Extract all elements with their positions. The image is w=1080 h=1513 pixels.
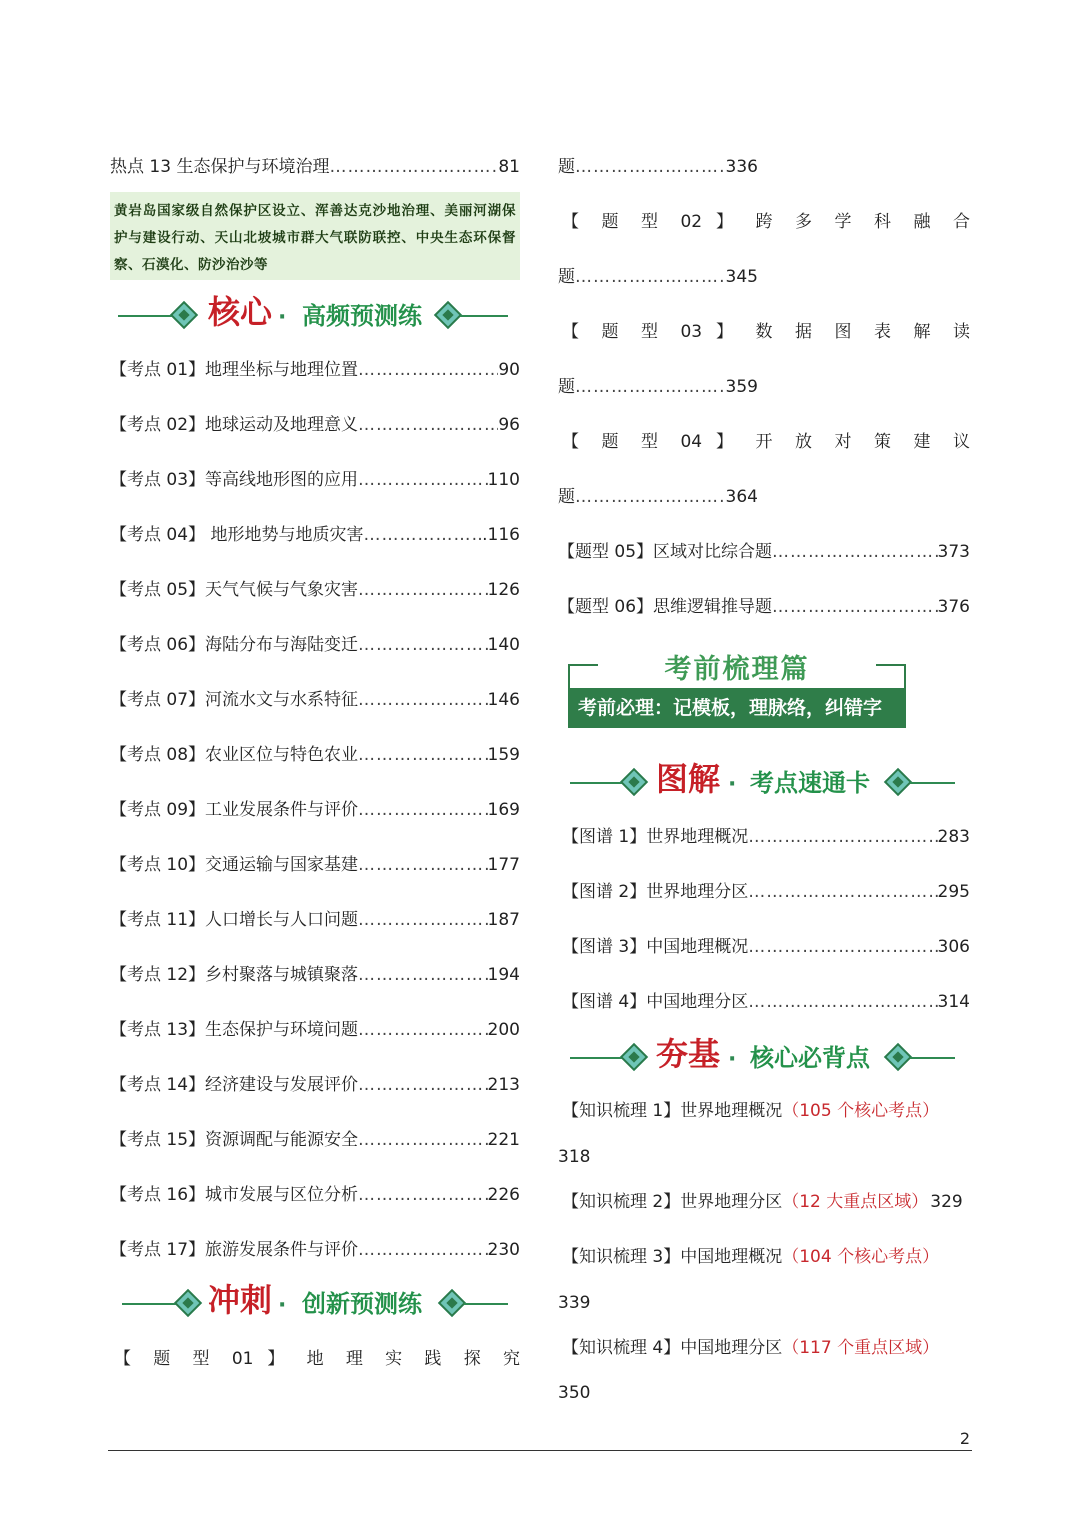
sprint-section-header: 冲刺 · 创新预测练	[122, 1283, 512, 1323]
toc-entry[interactable]: 【考点 13】生态保护与环境问题 …………………………………………………………………………………………………………………… 200	[110, 1018, 520, 1042]
toc-entry[interactable]: 【考点 15】资源调配与能源安全 …………………………………………………………………………………………………………………… 221	[110, 1128, 520, 1152]
header-line-left	[118, 315, 174, 317]
toc-entry[interactable]: 【考点 09】工业发展条件与评价 …………………………………………………………………………………………………………………… 169	[110, 798, 520, 822]
toc-entry[interactable]: 【题型 05】区域对比综合题 …………………………………………………………………………………………………………………… 373	[558, 540, 970, 564]
banner-subtitle: 考前必理：记模板，理脉络，纠错字	[568, 688, 906, 728]
toc-entry-zhishi-4[interactable]: 【知识梳理 4】中国地理分区（117 个重点区域）	[562, 1338, 940, 1358]
page-number-zhishi-3: 339	[558, 1293, 591, 1313]
toc-entry[interactable]: 【考点 06】海陆分布与海陆变迁 …………………………………………………………………………………………………………………… 140	[110, 633, 520, 657]
diamond-icon	[620, 1043, 648, 1071]
diamond-icon	[174, 1289, 202, 1317]
toc-entry[interactable]: 【考点 01】地理坐标与地理位置 …………………………………………………………………………………………………………………… 90	[110, 358, 520, 382]
core-section-header: 核心 · 高频预测练	[118, 295, 508, 335]
toc-entry[interactable]: 【考点 02】地球运动及地理意义 …………………………………………………………………………………………………………………… 96	[110, 413, 520, 437]
page-number-zhishi-1: 318	[558, 1147, 591, 1167]
diamond-icon	[884, 1043, 912, 1071]
toc-entry[interactable]: 【考点 10】交通运输与国家基建 …………………………………………………………………………………………………………………… 177	[110, 853, 520, 877]
toc-entry[interactable]: 【考点 05】天气气候与气象灾害 …………………………………………………………………………………………………………………… 126	[110, 578, 520, 602]
toc-entry[interactable]: 【考点 12】乡村聚落与城镇聚落 …………………………………………………………………………………………………………………… 194	[110, 963, 520, 987]
toc-entry[interactable]: 题 …………………………………………………………………………………………………………………… 364	[558, 485, 758, 509]
diamond-icon	[884, 768, 912, 796]
toc-entry[interactable]: 【考点 07】河流水文与水系特征 …………………………………………………………………………………………………………………… 146	[110, 688, 520, 712]
toc-entry-zhishi-3[interactable]: 【知识梳理 3】中国地理概况（104 个核心考点）	[562, 1247, 940, 1267]
tujie-section-header: 图解 · 考点速通卡	[570, 762, 955, 802]
toc-entry[interactable]: 题 …………………………………………………………………………………………………………………… 359	[558, 375, 758, 399]
review-banner	[568, 654, 906, 728]
toc-entry[interactable]: 【考点 04】 地形地势与地质灾害 …………………………………………………………………………………………………………………… .116	[110, 523, 520, 547]
toc-entry[interactable]: 【考点 17】旅游发展条件与评价 …………………………………………………………………………………………………………………… 230	[110, 1238, 520, 1262]
banner-title: 考前梳理篇	[664, 654, 810, 685]
footer-rule	[108, 1450, 972, 1451]
diamond-icon	[434, 301, 462, 329]
toc-entry[interactable]: 【题型 06】思维逻辑推导题 …………………………………………………………………………………………………………………… 376	[558, 595, 970, 619]
toc-entry-tixing04[interactable]: 【 题 型 04 】 开 放 对 策 建 议	[562, 432, 970, 452]
diamond-icon	[170, 301, 198, 329]
diamond-icon	[620, 768, 648, 796]
hangji-section-header: 夯基 · 核心必背点	[570, 1037, 955, 1077]
page-number-zhishi-4: 350	[558, 1383, 591, 1403]
toc-entry[interactable]: 题 …………………………………………………………………………………………………………………… 336	[558, 155, 758, 179]
toc-entry[interactable]: 【图谱 3】中国地理概况 …………………………………………………………………………………………………………………… 306	[562, 935, 970, 959]
toc-entry[interactable]: 【图谱 1】世界地理概况 …………………………………………………………………………………………………………………… 283	[562, 825, 970, 849]
toc-entry[interactable]: 【考点 11】人口增长与人口问题 …………………………………………………………………………………………………………………… 187	[110, 908, 520, 932]
page-number: 2	[959, 1429, 970, 1448]
toc-entry[interactable]: 【考点 14】经济建设与发展评价 …………………………………………………………………………………………………………………… 213	[110, 1073, 520, 1097]
toc-entry-hot13[interactable]: 热点 13 生态保护与环境治理 …………………………………………………………………………………………………………………… 81	[110, 155, 520, 179]
toc-entry[interactable]: 【考点 08】农业区位与特色农业 …………………………………………………………………………………………………………………… 159	[110, 743, 520, 767]
header-line-right	[460, 315, 508, 317]
toc-entry-zhishi-2[interactable]: 【知识梳理 2】世界地理分区（12 大重点区域） 329	[562, 1192, 963, 1212]
diamond-icon	[438, 1289, 466, 1317]
toc-entry-tixing03[interactable]: 【 题 型 03 】 数 据 图 表 解 读	[562, 322, 970, 342]
toc-entry[interactable]: 【考点 03】等高线地形图的应用 …………………………………………………………………………………………………………………… 110	[110, 468, 520, 492]
hot-topics-box: 黄岩岛国家级自然保护区设立、浑善达克沙地治理、美丽河湖保护与建设行动、天山北坡城市群大气联防联控、中央生态环保督察、石漠化、防沙治沙等	[110, 192, 520, 280]
toc-entry-zhishi-1[interactable]: 【知识梳理 1】世界地理概况（105 个核心考点）	[562, 1101, 940, 1121]
toc-entry[interactable]: 【考点 16】城市发展与区位分析 …………………………………………………………………………………………………………………… 226	[110, 1183, 520, 1207]
toc-entry[interactable]: 【图谱 2】世界地理分区 …………………………………………………………………………………………………………………… 295	[562, 880, 970, 904]
toc-entry[interactable]: 【图谱 4】中国地理分区 …………………………………………………………………………………………………………………… 314	[562, 990, 970, 1014]
toc-entry-tixing02[interactable]: 【 题 型 02 】 跨 多 学 科 融 合	[562, 212, 970, 232]
toc-entry[interactable]: 题 …………………………………………………………………………………………………………………… 345	[558, 265, 758, 289]
